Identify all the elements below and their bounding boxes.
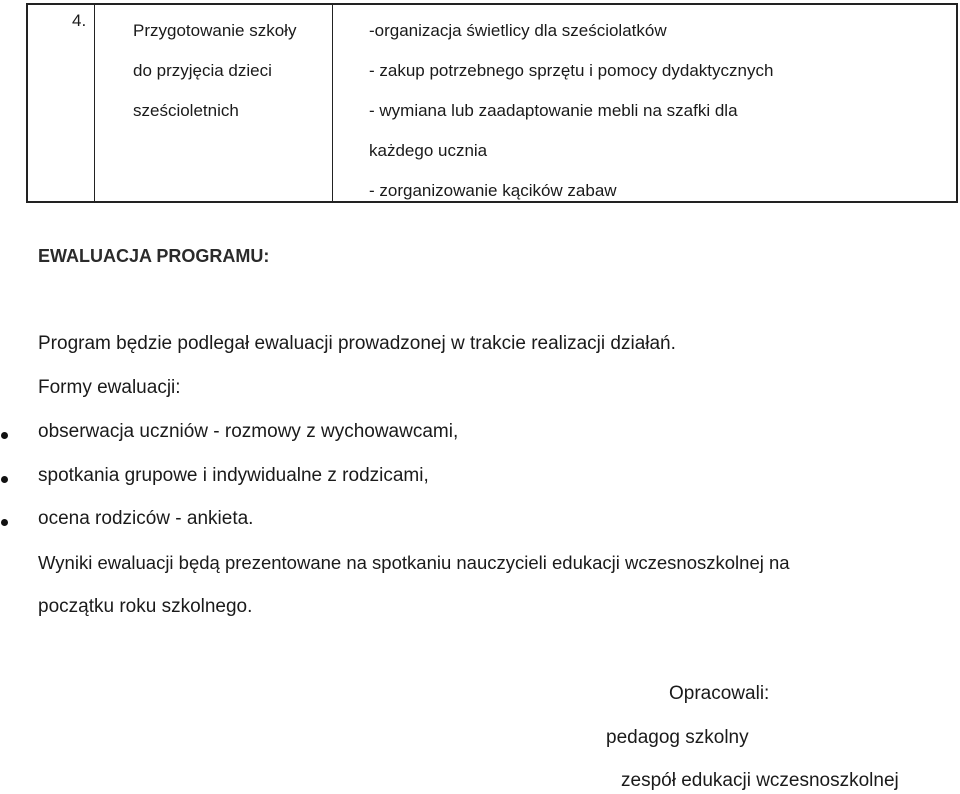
evaluation-results: Wyniki ewaluacji będą prezentowane na spotkaniu nauczycieli edukacji wczesnoszkolnej na — [38, 552, 790, 573]
evaluation-results-cont: początku roku szkolnego. — [38, 596, 253, 617]
task-action-line: - wymiana lub zaadaptowanie mebli na szafki dla — [369, 101, 738, 120]
task-action-line: każdego ucznia — [369, 141, 488, 160]
evaluation-form-item: ocena rodziców - ankieta. — [38, 508, 254, 529]
signature-author: zespół edukacji wczesnoszkolnej — [621, 770, 899, 791]
signature-label: Opracowali: — [669, 683, 770, 704]
bullet-icon — [1, 519, 8, 526]
signature-author: pedagog szkolny — [606, 727, 749, 748]
task-name-line: sześcioletnich — [133, 101, 239, 120]
task-action-line: - zakup potrzebnego sprzętu i pomocy dydaktycznych — [369, 61, 774, 80]
bullet-icon — [1, 476, 8, 483]
task-actions-cell — [369, 11, 773, 211]
column-divider — [94, 5, 95, 201]
evaluation-forms-label: Formy ewaluacji: — [38, 377, 181, 398]
column-divider — [332, 5, 333, 201]
evaluation-form-item: spotkania grupowe i indywidualne z rodzicami, — [38, 465, 429, 486]
evaluation-form-item: obserwacja uczniów - rozmowy z wychowawcami, — [38, 421, 459, 442]
evaluation-heading: EWALUACJA PROGRAMU: — [38, 246, 270, 266]
task-name-line: do przyjęcia dzieci — [133, 61, 272, 80]
row-number: 4. — [72, 11, 87, 30]
task-action-line: - zorganizowanie kącików zabaw — [369, 181, 617, 200]
program-table-row — [26, 3, 958, 203]
evaluation-intro: Program będzie podlegał ewaluacji prowadzonej w trakcie realizacji działań. — [38, 333, 676, 354]
task-name-cell — [133, 11, 296, 131]
task-action-line: -organizacja świetlicy dla sześciolatków — [369, 21, 667, 40]
bullet-icon — [1, 432, 8, 439]
task-name-line: Przygotowanie szkoły — [133, 21, 297, 40]
